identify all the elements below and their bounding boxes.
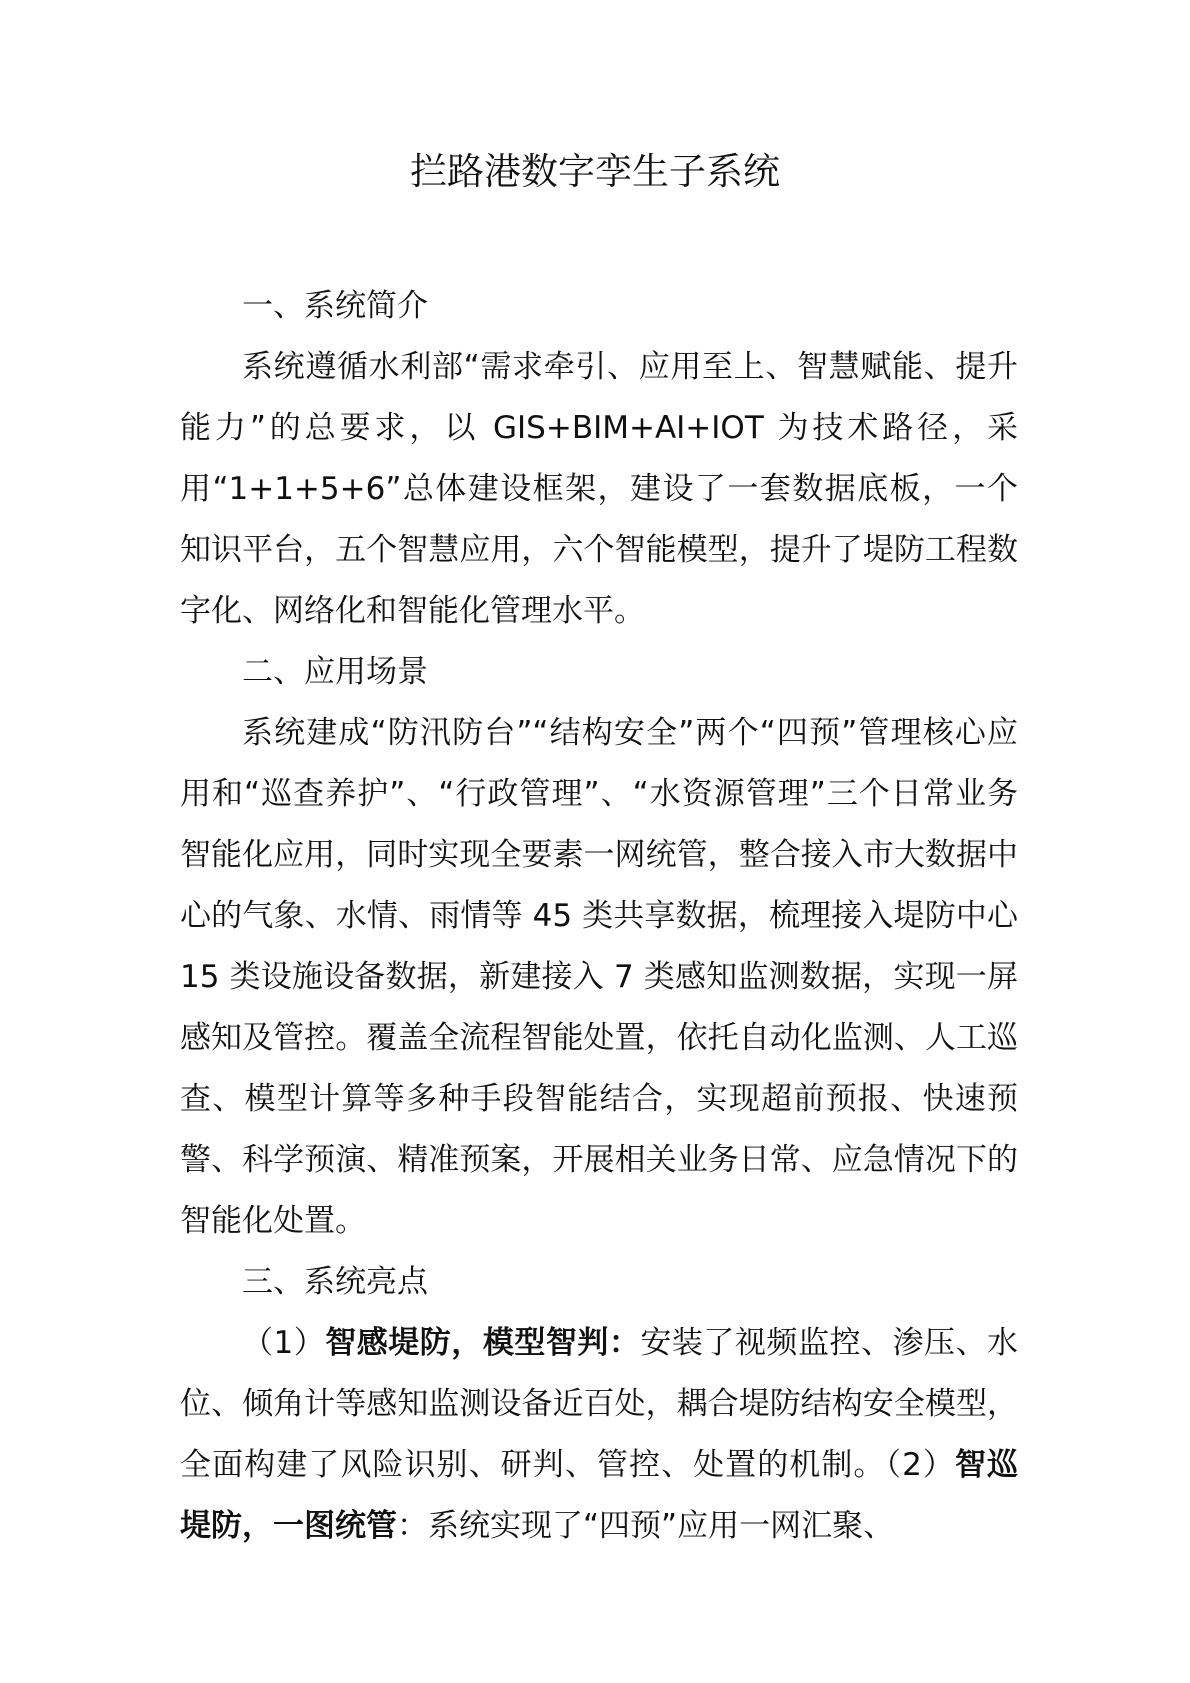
highlight-1-number: （1）	[242, 1325, 326, 1361]
highlight-2-number: （2）	[885, 1447, 955, 1483]
highlight-1-title: 智感堤防，模型智判：	[325, 1325, 641, 1361]
section-paragraph-intro: 系统遵循水利部“需求牵引、应用至上、智慧赋能、提升能力”的总要求，以 GIS+BIM+AI+IOT 为技术路径，采用“1+1+5+6”总体建设框架，建设了一套数据底板，一个知识平台，五个智慧应用，六个智能模型，提升了堤防工程数字化、网络化和智能化管理水平。	[180, 349, 1018, 629]
document-body	[180, 276, 1018, 1557]
highlight-2-text: ：系统实现了“四预”应用一网汇聚、	[397, 1508, 895, 1544]
section-heading-scenarios: 二、应用场景	[242, 654, 428, 690]
document-title: 拦路港数字孪生子系统	[410, 150, 780, 193]
section-paragraph-highlights	[180, 1313, 1018, 1557]
highlight-2-title: 智巡堤防，一图统管	[180, 1447, 1019, 1544]
highlight-1-text: 安装了视频监控、渗压、水位、倾角计等感知监测设备近百处，耦合堤防结构安全模型，全面构建了风险识别、研判、管控、处置的机制。	[180, 1325, 1019, 1483]
section-heading-intro: 一、系统简介	[242, 288, 428, 324]
section-paragraph-scenarios: 系统建成“防汛防台”“结构安全”两个“四预”管理核心应用和“巡查养护”、“行政管理”、“水资源管理”三个日常业务智能化应用，同时实现全要素一网统管，整合接入市大数据中心的气象、水情、雨情等 45 类共享数据，梳理接入堤防中心 15 类设施设备数据，新建接入 7 类感知监测数据，实现一屏感知及管控。覆盖全流程智能处置，依托自动化监测、人工巡查、模型计算等多种手段智能结合，实现超前预报、快速预警、科学预演、精准预案，开展相关业务日常、应急情况下的智能化处置。	[180, 715, 1018, 1239]
section-heading-highlights: 三、系统亮点	[242, 1264, 428, 1300]
